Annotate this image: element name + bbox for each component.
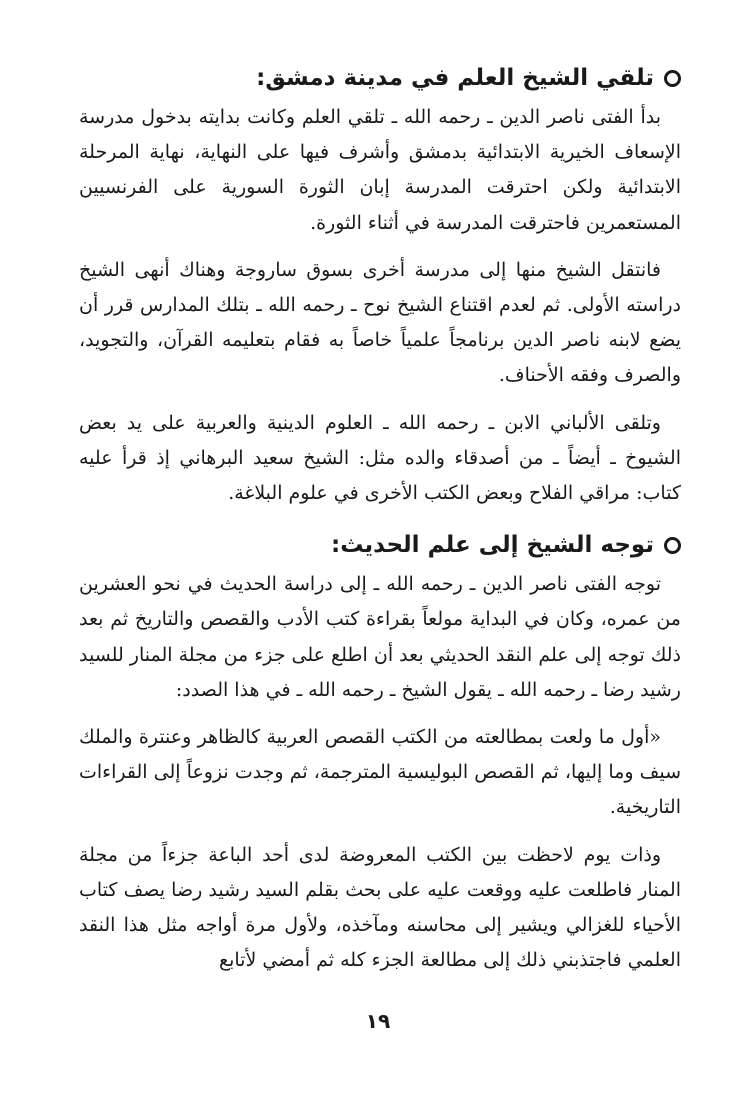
section-heading-hadith: [79, 527, 681, 563]
section-heading-text: تلقي الشيخ العلم في مدينة دمشق:: [256, 65, 654, 91]
paragraph: بدأ الفتى ناصر الدين ـ رحمه الله ـ تلقي العلم وكانت بدايته بدخول مدرسة الإسعاف الخيرية الابتدائية بدمشق وأشرف فيها على النهاية، نهاية المرحلة الابتدائية ولكن احترقت المدرسة إبان الثورة السورية على الفرنسيين المستعمرين فاحترقت المدرسة في أثناء الثورة.: [79, 106, 682, 234]
paragraph: وتلقى الألباني الابن ـ رحمه الله ـ العلوم الدينية والعربية على يد بعض الشيوخ ـ أيضاً ـ من أصدقاء والده مثل: الشيخ سعيد البرهاني إذ قرأ عليه كتاب: مراقي الفلاح وبعض الكتب الأخرى في علوم البلاغة.: [79, 411, 681, 505]
paragraph: فانتقل الشيخ منها إلى مدرسة أخرى بسوق ساروجة وهناك أنهى الشيخ دراسته الأولى. ثم لعدم اقتناع الشيخ نوح ـ رحمه الله ـ بتلك المدارس قرر أن يضع لابنه ناصر الدين برنامجاً علمياً خاصاً به فقام بتعليمه القرآن، والتجويد، والصرف وفقه الأحناف.: [79, 258, 681, 387]
section-heading-text: توجه الشيخ إلى علم الحديث:: [331, 532, 654, 559]
section-heading-damascus: [79, 60, 681, 96]
page-number: ١٩: [365, 1009, 391, 1033]
page-body: [79, 60, 681, 978]
circle-bullet-icon: [664, 70, 681, 87]
paragraph: توجه الفتى ناصر الدين ـ رحمه الله ـ إلى دراسة الحديث في نحو العشرين من عمره، وكان في البداية مولعاً بقراءة كتب الأدب والقصص والتاريخ ثم بعد ذلك توجه إلى علم النقد الحديثي بعد أن اطلع على جزء من مجلة المنار للسيد رشيد رضا ـ رحمه الله ـ يقول الشيخ ـ رحمه الله ـ في هذا الصدد:: [79, 573, 681, 701]
quote-paragraph: وذات يوم لاحظت بين الكتب المعروضة لدى أحد الباعة جزءاً من مجلة المنار فاطلعت عليه ووقعت عليه على بحث بقلم السيد رشيد رضا يصف كتاب الأحياء للغزالي ويشير إلى محاسنه ومآخذه، ولأول مرة أواجه مثل هذا النقد العلمي فاجتذبني ذلك إلى مطالعة الجزء كله ثم أمضي لأتابع: [79, 843, 681, 972]
circle-bullet-icon: [664, 537, 681, 554]
quote-paragraph: «أول ما ولعت بمطالعته من الكتب القصص العربية كالظاهر وعنترة والملك سيف وما إليها، ثم القصص البوليسية المترجمة، ثم وجدت نزوعاً إلى القراءات التاريخية.: [79, 726, 681, 819]
